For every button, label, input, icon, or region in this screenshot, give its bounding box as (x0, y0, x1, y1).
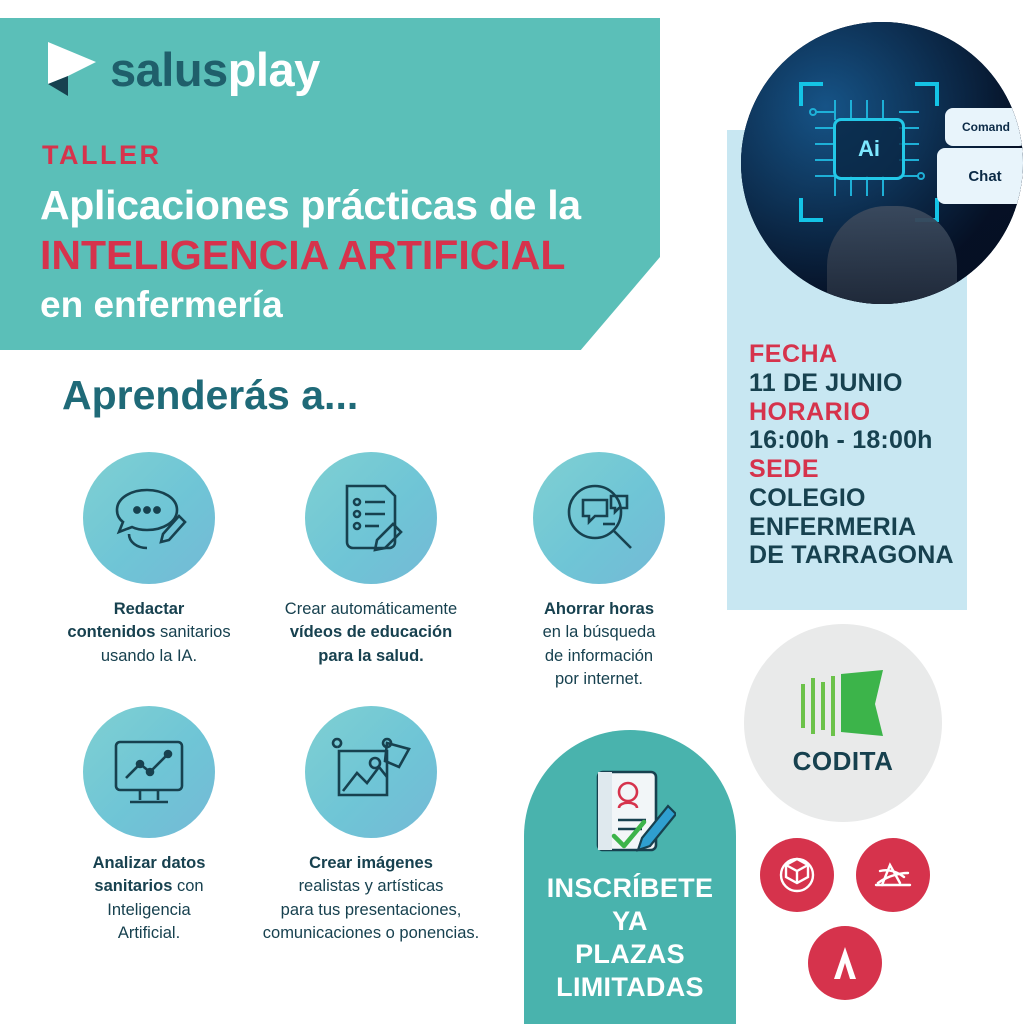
logo-word-salus: salus (110, 42, 228, 96)
cta-inscribete[interactable] (524, 730, 736, 1024)
page-title-line2: INTELIGENCIA ARTIFICIAL (40, 232, 566, 278)
feature-bold-1: Redactar (113, 600, 185, 618)
logo-wordmark (110, 42, 320, 96)
feature-text-2: usando la IA. (100, 646, 198, 665)
feature-text-3: comunicaciones o ponencias. (262, 924, 480, 943)
salusplay-logo (42, 38, 320, 100)
magnifier-chat-icon (533, 452, 665, 584)
landscape-image-icon (305, 706, 437, 838)
feature-text-1: realistas y artísticas (298, 877, 444, 896)
label-fecha: FECHA (749, 340, 838, 368)
focus-bracket-icon (799, 198, 823, 222)
cta-text (524, 872, 736, 1004)
feature-item (36, 706, 262, 946)
feature-bold-1: Ahorrar horas (543, 600, 655, 618)
feature-caption (258, 598, 484, 668)
openai-icon (760, 838, 834, 912)
value-fecha: 11 DE JUNIO (749, 368, 903, 397)
value-sede-line1: COLEGIO (749, 483, 866, 512)
codita-cross-icon (797, 670, 889, 740)
speech-bubbles-pen-icon (83, 452, 215, 584)
cta-line-1: INSCRÍBETE (546, 873, 714, 903)
hero-image (741, 22, 1023, 304)
feature-caption (36, 598, 262, 668)
feature-bold-2: contenidos (67, 623, 156, 642)
feature-bold-1: vídeos de educación (289, 623, 453, 642)
cta-line-2: YA (612, 905, 648, 936)
feature-bold-1: Analizar datos (92, 854, 206, 872)
feature-text-1: Crear automáticamente (284, 600, 458, 618)
feature-text-2: para tus presentaciones, (280, 900, 462, 919)
label-sede: SEDE (749, 455, 820, 483)
form-check-pen-icon (584, 766, 676, 862)
feature-text-3: por internet. (554, 670, 644, 689)
focus-bracket-icon (915, 82, 939, 106)
feature-item (258, 452, 484, 668)
page-title-line1: Aplicaciones prácticas de la (40, 182, 581, 228)
kicker-taller: TALLER (42, 140, 162, 170)
value-sede-line3: DE TARRAGONA (749, 541, 954, 570)
feature-text-1: con (172, 877, 204, 896)
feature-item (258, 706, 484, 946)
midjourney-sailboat-icon (856, 838, 930, 912)
partner-logo-codita (744, 624, 942, 822)
value-horario: 16:00h - 18:00h (749, 426, 933, 455)
feature-bold-2: para la salud. (318, 646, 424, 665)
feature-caption (258, 852, 484, 946)
feature-text-1: en la búsqueda (542, 623, 656, 642)
feature-caption (36, 852, 262, 946)
label-horario: HORARIO (749, 397, 871, 426)
hero-bubble-command: Comand (945, 108, 1023, 146)
section-heading-aprenderas: Aprenderás a... (62, 372, 359, 418)
anthropic-a-icon (808, 926, 882, 1000)
feature-text-2: Inteligencia (107, 900, 191, 919)
ai-tool-logos (756, 838, 986, 1014)
hero-bubble-chat: Chat (937, 148, 1023, 204)
feature-item (486, 452, 712, 692)
value-sede-line2: ENFERMERIA (749, 512, 917, 541)
monitor-chart-icon (83, 706, 215, 838)
partner-label: CODITA (792, 745, 894, 776)
cta-line-4: LIMITADAS (556, 971, 704, 1002)
document-pencil-icon (305, 452, 437, 584)
play-triangle-icon (42, 38, 100, 100)
feature-text-3: Artificial. (117, 924, 181, 943)
logo-word-play: play (227, 42, 320, 96)
feature-bold-1: Crear imágenes (309, 854, 433, 872)
page-title-line3: en enfermería (40, 284, 283, 325)
event-details (749, 340, 969, 570)
feature-bold-2: sanitarios (94, 877, 173, 896)
ai-chip-label: Ai (833, 118, 905, 180)
feature-text-2: de información (544, 646, 654, 665)
feature-text-1: sanitarios (155, 623, 231, 642)
focus-bracket-icon (799, 82, 823, 106)
feature-item (36, 452, 262, 668)
cta-line-3: PLAZAS (575, 938, 685, 969)
feature-caption (486, 598, 712, 692)
